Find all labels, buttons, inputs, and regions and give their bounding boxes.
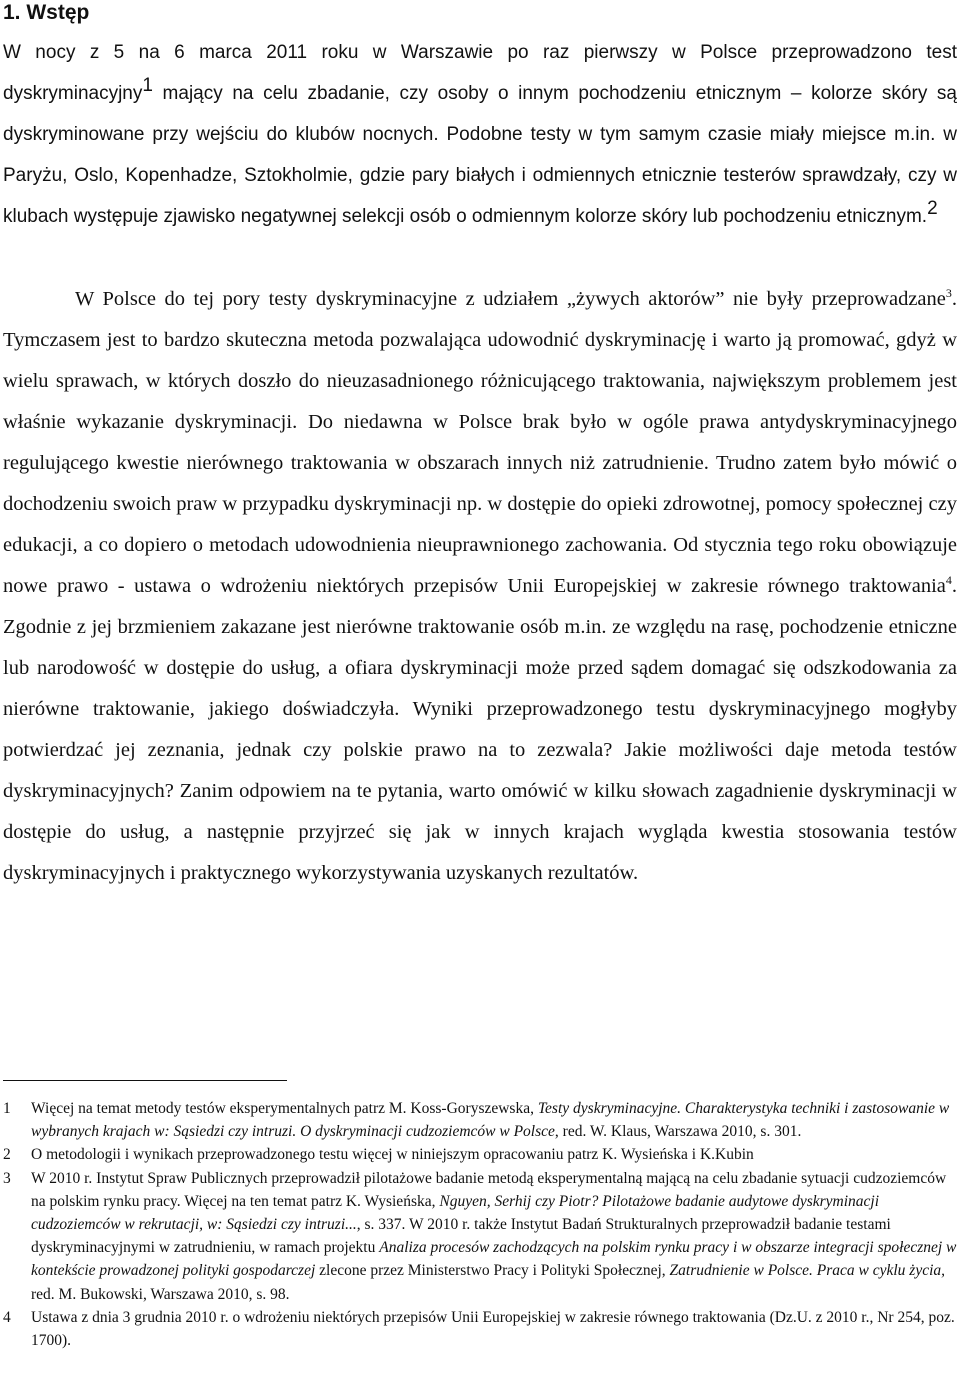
footnote-text: [31, 1167, 957, 1306]
footnote-ref-2[interactable]: 2: [927, 198, 938, 219]
footnote-3-title-d: Analiza procesów zachodzących na polskim rynku pracy i w obszarze integracji społecznej w kontekście prowadzonej polityki gospodarczej: [31, 1239, 957, 1280]
footnote-1-title: Testy dyskryminacyjne. Charakterystyka techniki i zastosowanie w wybranych krajach w: Sąsiedzi czy intruzi. O dyskryminacji cudzoziemców w Polsce: [31, 1100, 950, 1141]
footnote-ref-3[interactable]: 3: [945, 286, 952, 300]
footnote-1-text-a: Więcej na temat metody testów eksperymentalnych patrz M. Koss-Goryszewska,: [31, 1100, 538, 1117]
section-heading: 1. Wstęp: [3, 1, 90, 24]
footnote-number: 2: [3, 1146, 11, 1164]
paragraph-1: [3, 32, 957, 237]
footnote-number: 4: [3, 1308, 11, 1326]
footnotes: [3, 1097, 957, 1352]
footnote-text: [31, 1097, 957, 1143]
paragraph-2: [3, 279, 957, 894]
footnote-3-text-a: W 2010 r. Instytut Spraw Publicznych przeprowadził pilotażowe badanie metodą eksperymentalną mającą na celu zbadanie sytuacji cudzoziemców na polskim rynku pracy. Więcej na ten temat patrz K. Wysieńska,: [31, 1169, 947, 1210]
footnote-number: 3: [3, 1169, 11, 1187]
footnote-3-title-f: Zatrudnienie w Polsce. Praca w cyklu życia,: [669, 1262, 946, 1280]
footnote-text: O metodologii i wynikach przeprowadzonego testu więcej w niniejszym opracowaniu patrz K. Wysieńska i K.Kubin: [31, 1146, 754, 1164]
footnote-number: 1: [3, 1100, 11, 1117]
paragraph-2-text-c: . Zgodnie z jej brzmieniem zakazane jest nierówne traktowanie osób m.in. ze względu na rasę, pochodzenie etniczne lub narodowość w dostępie do usług, a ofiara dyskryminacji może przed sądem domagać się odszkodowania za nierówne traktowanie, jakiego doświadczyła. Wyniki przeprowadzonego testu dyskryminacyjnego mogłyby potwierdzać jej zeznania, jednak czy polskie prawo na to zezwala? Jakie możliwości daje metoda testów dyskryminacyjnych? Zanim odpowiem na te pytania, warto omówić w kilku słowach zagadnienie dyskryminacji w dostępie do usług, a następnie przyjrzeć się jak w innych krajach wygląda kwestia stosowania testów dyskryminacyjnych i praktycznego wykorzystywania uzyskanych rezultatów.: [3, 575, 957, 884]
footnote-ref-4[interactable]: 4: [945, 573, 952, 587]
footnote-3-text-c: , s. 337. W 2010 r. także Instytut Badań Strukturalnych przeprowadził badanie testami dyskryminacyjnymi w zatrudnieniu, w ramach projektu: [31, 1216, 891, 1257]
footnote-1-text-c: , red. W. Klaus, Warszawa 2010, s. 301.: [554, 1123, 802, 1141]
footnote-3-text-e: zlecone przez Ministerstwo Pracy i Polityki Społecznej,: [315, 1262, 670, 1280]
footnote-2: [3, 1143, 957, 1166]
footnote-3-text-g: red. M. Bukowski, Warszawa 2010, s. 98.: [31, 1285, 290, 1303]
footnote-ref-1[interactable]: 1: [142, 75, 153, 96]
footnote-separator: [3, 1080, 287, 1081]
paragraph-1-text-b: mający na celu zbadanie, czy osoby o innym pochodzeniu etnicznym – kolorze skóry są dyskryminowane przy wejściu do klubów nocnych. Podobne testy w tym samym czasie miały miejsce m.in. w Paryżu, Oslo, Kopenhadze, Sztokholmie, gdzie pary białych i odmiennych etnicznie testerów sprawdzały, czy w klubach występuje zjawisko negatywnej selekcji osób o odmiennym kolorze skóry lub pochodzeniu etnicznym.: [3, 83, 957, 227]
paragraph-2-text-a: W Polsce do tej pory testy dyskryminacyjne z udziałem „żywych aktorów” nie były przeprowadzane: [75, 288, 946, 310]
footnote-4: [3, 1306, 957, 1352]
footnote-3: [3, 1167, 957, 1306]
paragraph-1-text-a: W nocy z 5 na 6 marca 2011 roku w Warszawie po raz pierwszy w Polsce przeprowadzono test dyskryminacyjny: [3, 42, 957, 104]
footnote-3-title-b: Nguyen, Serhij czy Piotr? Pilotażowe badanie audytowe dyskryminacji cudzoziemców w rekrutacji, w: Sąsiedzi czy intruzi...: [31, 1192, 880, 1234]
paragraph-2-text-b: . Tymczasem jest to bardzo skuteczna metoda pozwalająca udowodnić dyskryminację i warto ją promować, gdyż w wielu sprawach, w których doszło do nieuzasadnionego różnicującego traktowania, największym problemem jest właśnie wykazanie dyskryminacji. Do niedawna w Polsce brak było w ogóle prawa antydyskryminacyjnego regulującego kwestie nierównego traktowania w obszarach innych niż zatrudnienie. Trudno zatem było mówić o dochodzeniu swoich praw w przypadku dyskryminacji np. w dostępie do opieki zdrowotnej, pomocy społecznej czy edukacji, a co dopiero o metodach udowodnienia nieuprawnionego zachowania. Od stycznia tego roku obowiązuje nowe prawo - ustawa o wdrożeniu niektórych przepisów Unii Europejskiej w zakresie równego traktowania: [3, 288, 957, 597]
footnote-text: Ustawa z dnia 3 grudnia 2010 r. o wdrożeniu niektórych przepisów Unii Europejskiej w zakresie równego traktowania (Dz.U. z 2010 r., Nr 254, poz. 1700).: [31, 1308, 955, 1350]
footnote-1: [3, 1097, 957, 1143]
